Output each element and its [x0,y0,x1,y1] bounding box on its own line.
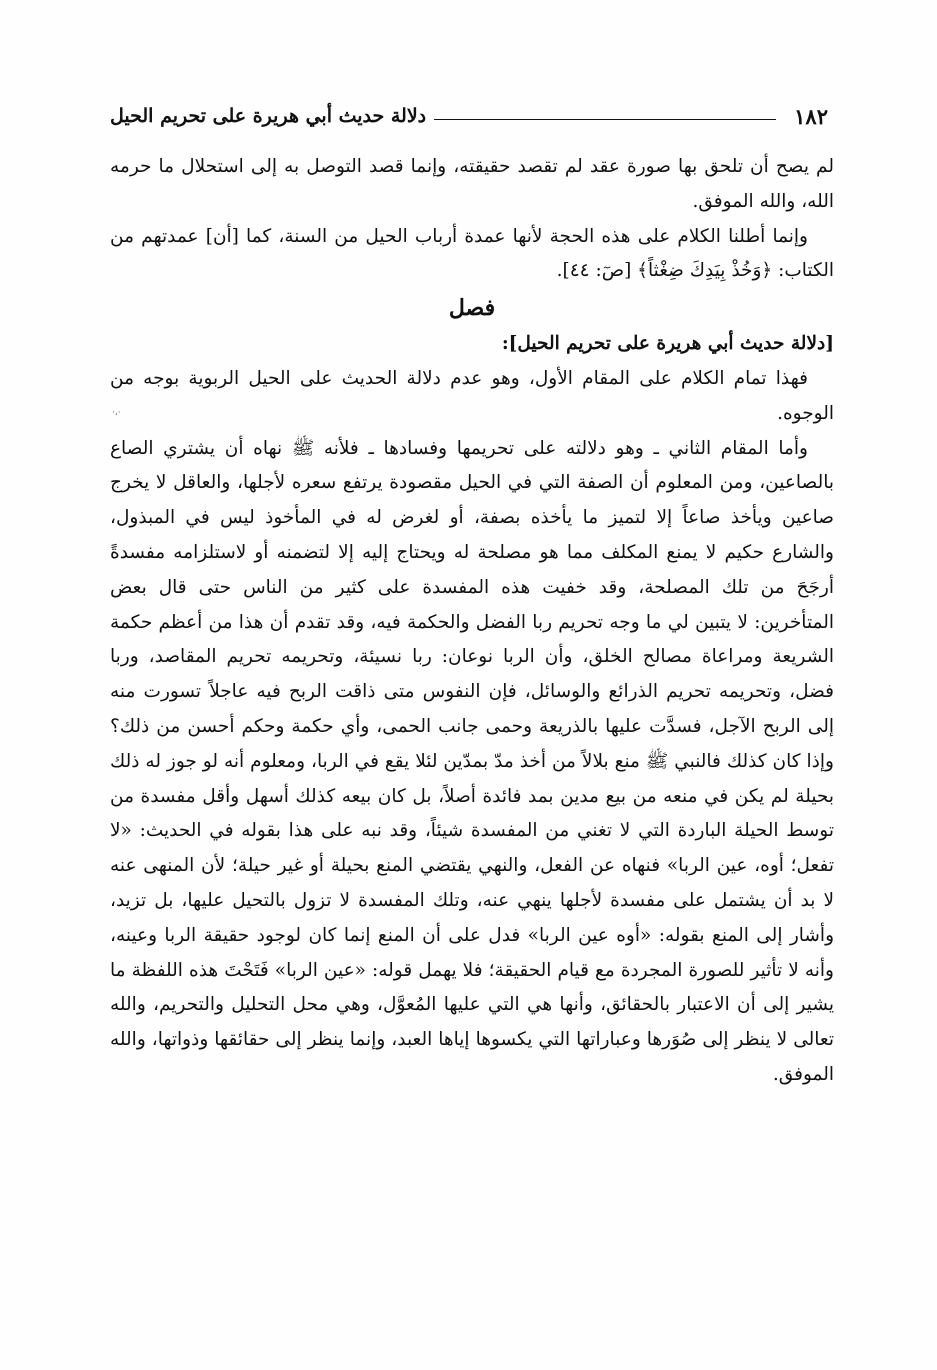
paragraph-3: فهذا تمام الكلام على المقام الأول، وهو عدم دلالة الحديث على الحيل الربوية بوجه من الوجوه. [110,367,834,424]
section-heading: فصل [448,295,496,322]
margin-mark: ·،· [112,408,121,418]
section-subheading: [دلالة حديث أبي هريرة على تحريم الحيل]: [501,333,834,355]
paragraph-2: وإنما أطلنا الكلام على هذه الحجة لأنها عمدة أرباب الحيل من السنة، كما [أن] عمدتهم من الكتاب: ﴿وَخُذْ بِيَدِكَ ضِغْثاً﴾ [صٓ: ٤٤]. [110,225,834,282]
paragraph-1: لم يصح أن تلحق بها صورة عقد لم تقصد حقيقته، وإنما قصد التوصل به إلى استحلال ما حرمه الله، والله الموفق. [110,156,834,212]
header-rule [434,119,776,120]
running-header [110,98,828,134]
running-title: دلالة حديث أبي هريرة على تحريم الحيل [110,105,427,127]
body-text [110,150,834,1093]
page-number: ١٨٢ [794,103,828,129]
paragraph-4: وأما المقام الثاني ـ وهو دلالته على تحريمها وفسادها ـ فلأنه ﷺ نهاه أن يشتري الصاع بالصاعين، ومن المعلوم أن الصفة التي في الحيل مقصودة يرتفع سعره لأجلها، والعاقل لا يخرج صاعين ويأخذ صاعاً إلا لتميز ما يأخذه بصفة، أو لغرض له في المأخوذ ليس في المبذول، والشارع حكيم لا يمنع المكلف مما هو مصلحة له ويحتاج إليه إلا لتضمنه أو لاستلزامه مفسدةً أرجَحَ من تلك المصلحة، وقد خفيت هذه المفسدة على كثير من الناس حتى قال بعض المتأخرين: لا يتبين لي ما وجه تحريم ربا الفضل والحكمة فيه، وقد تقدم أن هذا من أعظم حكمة الشريعة ومراعاة مصالح الخلق، وأن الربا نوعان: ربا نسيئة، وتحريمه تحريم المقاصد، وربا فضل، وتحريمه تحريم الذرائع والوسائل، فإن النفوس متى ذاقت الربح فيه عاجلاً تسورت منه إلى الربح الآجل، فسدَّت عليها بالذريعة وحمى جانب الحمى، وأي حكمة وحكم أحسن من ذلك؟ وإذا كان كذلك فالنبي ﷺ منع بلالاً من أخذ مدّ بمدّين لئلا يقع في الربا، ومعلوم أنه لو جوز له ذلك بحيلة لم يكن في منعه من بيع مدين بمد فائدة أصلاً، بل كان بيعه كذلك أسهل وأقل مفسدة من توسط الحيلة الباردة التي لا تغني من المفسدة شيئاً، وقد نبه على هذا بقوله في الحديث: «لا تفعل؛ أوه، عين الربا» فنهاه عن الفعل، والنهي يقتضي المنع بحيلة أو غير حيلة؛ لأن المنهى عنه لا بد أن يشتمل على مفسدة لأجلها ينهي عنه، وتلك المفسدة لا تزول بالتحيل عليها، بل تزيد، وأشار إلى المنع بقوله: «أوه عين الربا» فدل على أن المنع إنما كان لوجود حقيقة الربا وعينه، وأنه لا تأثير للصورة المجردة مع قيام الحقيقة؛ فلا يهمل قوله: «عين الربا» فَتَحْتَ هذه اللفظة ما يشير إلى أن الاعتبار بالحقائق، وأنها هي التي عليها المُعوَّل، وهي محل التحليل والتحريم، والله تعالى لا ينظر إلى صُوَرها وعباراتها التي يكسوها إياها العبد، وإنما ينظر إلى حقائقها وذواتها، والله الموفق. [110,437,834,1085]
